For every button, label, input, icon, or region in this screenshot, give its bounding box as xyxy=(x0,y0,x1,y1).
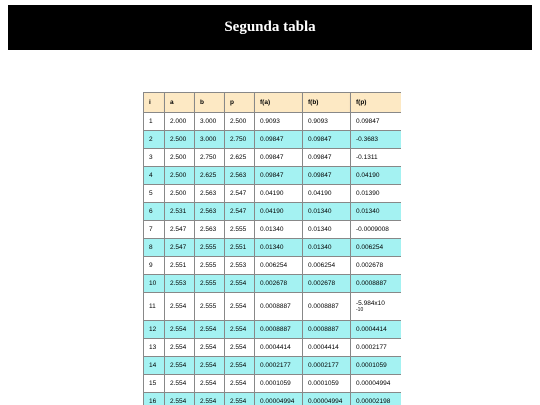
table-cell xyxy=(144,131,165,149)
table-cell xyxy=(225,221,255,239)
table-row xyxy=(144,393,402,405)
cell-value: 2.531 xyxy=(170,208,187,215)
cell-value: 0.04190 xyxy=(260,208,284,215)
table-cell xyxy=(255,321,303,339)
cell-value: 0.04190 xyxy=(308,190,332,197)
data-table xyxy=(143,92,401,405)
table-cell xyxy=(255,131,303,149)
table-cell xyxy=(165,131,195,149)
table-row xyxy=(144,113,402,131)
cell-value: 2.500 xyxy=(170,154,187,161)
cell-value: 2.000 xyxy=(170,118,187,125)
table-cell xyxy=(195,221,225,239)
table-cell xyxy=(144,275,165,293)
table-container xyxy=(143,92,401,405)
cell-value: 2.551 xyxy=(230,244,247,251)
cell-value: 2.555 xyxy=(200,303,217,310)
cell-value: 2.547 xyxy=(170,244,187,251)
table-cell xyxy=(303,221,351,239)
cell-value: 2.554 xyxy=(170,326,187,333)
table-cell xyxy=(303,149,351,167)
table-cell xyxy=(144,221,165,239)
table-cell xyxy=(165,293,195,321)
table-cell xyxy=(225,321,255,339)
cell-value: 4 xyxy=(149,172,153,179)
cell-value: 2.547 xyxy=(230,208,247,215)
table-cell xyxy=(225,239,255,257)
cell-value: 2.551 xyxy=(170,262,187,269)
cell-value: 2.553 xyxy=(170,280,187,287)
table-cell xyxy=(351,275,402,293)
table-cell xyxy=(165,221,195,239)
table-cell xyxy=(303,375,351,393)
table-cell xyxy=(195,321,225,339)
cell-value: 11 xyxy=(149,303,156,310)
table-row xyxy=(144,257,402,275)
table-cell xyxy=(165,149,195,167)
table-cell xyxy=(165,257,195,275)
cell-value: -0.0009008 xyxy=(356,226,389,233)
cell-value: 0.0002177 xyxy=(356,344,387,351)
cell-value: 0.0008887 xyxy=(308,326,339,333)
cell-value: 0.00004994 xyxy=(356,380,391,387)
page-header xyxy=(8,5,532,50)
cell-value: 0.01390 xyxy=(356,190,380,197)
table-row xyxy=(144,221,402,239)
cell-value: 3.000 xyxy=(200,136,217,143)
cell-value: 2.547 xyxy=(230,190,247,197)
cell-value: 7 xyxy=(149,226,153,233)
cell-value: 6 xyxy=(149,208,153,215)
table-cell xyxy=(195,239,225,257)
column-header: i xyxy=(144,93,165,113)
cell-value: 15 xyxy=(149,380,157,387)
cell-value: 0.09847 xyxy=(260,136,284,143)
cell-value: 2.625 xyxy=(200,172,217,179)
table-cell xyxy=(195,257,225,275)
table-header-row xyxy=(144,93,402,113)
table-cell xyxy=(255,203,303,221)
table-cell xyxy=(303,167,351,185)
table-cell xyxy=(225,275,255,293)
cell-value: 2.554 xyxy=(230,398,247,405)
table-cell xyxy=(165,321,195,339)
table-cell xyxy=(195,293,225,321)
cell-value: 0.04190 xyxy=(356,172,380,179)
cell-value: 2.500 xyxy=(170,190,187,197)
table-cell xyxy=(255,357,303,375)
table-cell xyxy=(255,257,303,275)
column-header: b xyxy=(195,93,225,113)
cell-value: 9 xyxy=(149,262,153,269)
cell-value: 2.554 xyxy=(170,303,187,310)
table-cell xyxy=(165,203,195,221)
table-row xyxy=(144,375,402,393)
table-cell xyxy=(351,257,402,275)
cell-value: 2.554 xyxy=(230,326,247,333)
cell-value: 0.002678 xyxy=(308,280,336,287)
table-cell xyxy=(225,393,255,405)
table-cell xyxy=(195,357,225,375)
cell-value: 2.554 xyxy=(170,344,187,351)
exponent-value: -10 xyxy=(356,307,364,313)
table-cell xyxy=(351,149,402,167)
cell-value: 2.554 xyxy=(170,380,187,387)
table-cell xyxy=(165,113,195,131)
table-cell xyxy=(225,375,255,393)
cell-value: 0.0004414 xyxy=(308,344,339,351)
cell-value: 0.006254 xyxy=(308,262,336,269)
cell-value: 2.554 xyxy=(230,362,247,369)
table-cell xyxy=(303,321,351,339)
cell-value: 0.01340 xyxy=(308,208,332,215)
table-cell xyxy=(255,375,303,393)
table-row xyxy=(144,239,402,257)
table-row xyxy=(144,339,402,357)
cell-value: 2.554 xyxy=(170,398,187,405)
cell-value: -0.1311 xyxy=(356,154,378,161)
table-cell xyxy=(351,393,402,405)
table-cell xyxy=(303,357,351,375)
table-cell xyxy=(165,239,195,257)
cell-value: 12 xyxy=(149,326,157,333)
table-cell xyxy=(144,393,165,405)
column-header: f(p) xyxy=(351,93,402,113)
table-cell xyxy=(195,167,225,185)
table-cell xyxy=(144,357,165,375)
table-cell xyxy=(351,375,402,393)
cell-value: 0.09847 xyxy=(308,136,332,143)
cell-value: 0.00004994 xyxy=(308,398,343,405)
cell-value: 2.554 xyxy=(200,326,217,333)
cell-value: 13 xyxy=(149,344,157,351)
cell-value: 0.0001059 xyxy=(356,362,387,369)
table-row xyxy=(144,131,402,149)
table-cell xyxy=(351,321,402,339)
table-cell xyxy=(225,339,255,357)
cell-value: 0.0004414 xyxy=(356,326,387,333)
cell-value: 0.09847 xyxy=(308,154,332,161)
cell-value: 2.625 xyxy=(230,154,247,161)
cell-value: 2.563 xyxy=(230,172,247,179)
table-cell xyxy=(225,167,255,185)
table-cell xyxy=(165,275,195,293)
cell-value: -0.3683 xyxy=(356,136,379,143)
column-header: f(b) xyxy=(303,93,351,113)
table-cell xyxy=(195,339,225,357)
cell-value: 2.555 xyxy=(200,244,217,251)
cell-value: 0.006254 xyxy=(356,244,384,251)
cell-value: 2.554 xyxy=(230,303,247,310)
cell-value: 0.0008887 xyxy=(260,326,291,333)
cell-value: 0.00002198 xyxy=(356,398,391,405)
table-cell xyxy=(225,357,255,375)
table-cell xyxy=(144,293,165,321)
column-header: p xyxy=(225,93,255,113)
cell-value: 0.01340 xyxy=(356,208,380,215)
table-row xyxy=(144,149,402,167)
cell-value: 0.9093 xyxy=(260,118,280,125)
table-cell xyxy=(165,375,195,393)
cell-value: 1 xyxy=(149,118,153,125)
cell-value: 0.0001059 xyxy=(260,380,291,387)
table-cell xyxy=(165,357,195,375)
table-cell xyxy=(195,149,225,167)
table-row xyxy=(144,321,402,339)
table-cell xyxy=(165,339,195,357)
cell-value: 2.563 xyxy=(200,226,217,233)
table-cell xyxy=(255,113,303,131)
cell-value: 8 xyxy=(149,244,153,251)
cell-value: 2.555 xyxy=(200,262,217,269)
cell-value: 2.554 xyxy=(200,344,217,351)
table-cell xyxy=(303,131,351,149)
table-row xyxy=(144,185,402,203)
cell-value: 2.554 xyxy=(170,362,187,369)
table-cell xyxy=(303,275,351,293)
cell-value: 0.0008887 xyxy=(308,303,339,310)
cell-value: 2.554 xyxy=(230,280,247,287)
table-cell xyxy=(303,185,351,203)
table-cell xyxy=(255,149,303,167)
table-cell xyxy=(303,113,351,131)
table-cell xyxy=(303,203,351,221)
cell-value: 2.750 xyxy=(230,136,247,143)
cell-value: 2.500 xyxy=(230,118,247,125)
cell-value: 0.002678 xyxy=(260,280,288,287)
table-cell xyxy=(303,293,351,321)
cell-value: 0.01340 xyxy=(308,226,332,233)
cell-value: 0.04190 xyxy=(260,190,284,197)
cell-value: 0.0002177 xyxy=(308,362,339,369)
table-cell xyxy=(255,393,303,405)
table-cell xyxy=(144,321,165,339)
table-cell xyxy=(225,131,255,149)
column-header: f(a) xyxy=(255,93,303,113)
cell-value: 0.0004414 xyxy=(260,344,291,351)
table-cell xyxy=(255,293,303,321)
cell-value: 0.0002177 xyxy=(260,362,291,369)
cell-value: 0.002678 xyxy=(356,262,384,269)
table-cell xyxy=(165,185,195,203)
table-cell xyxy=(165,393,195,405)
table-cell xyxy=(225,113,255,131)
table-cell xyxy=(144,113,165,131)
table-cell xyxy=(303,339,351,357)
cell-value: 0.09847 xyxy=(308,172,332,179)
cell-value: 0.9093 xyxy=(308,118,328,125)
cell-value: 5 xyxy=(149,190,153,197)
cell-value: 14 xyxy=(149,362,157,369)
table-cell xyxy=(144,375,165,393)
table-cell xyxy=(225,257,255,275)
table-cell xyxy=(195,393,225,405)
table-row xyxy=(144,275,402,293)
table-cell xyxy=(255,221,303,239)
page-title: Segunda tabla xyxy=(224,19,316,35)
table-cell xyxy=(195,113,225,131)
table-cell xyxy=(351,167,402,185)
cell-value: 2.547 xyxy=(170,226,187,233)
cell-value: 2.563 xyxy=(200,190,217,197)
cell-value: 0.01340 xyxy=(260,226,284,233)
table-body xyxy=(144,113,402,405)
cell-value: 2.500 xyxy=(170,172,187,179)
table-cell xyxy=(225,293,255,321)
cell-value: 0.09847 xyxy=(260,154,284,161)
table-cell xyxy=(351,221,402,239)
cell-value: 0.006254 xyxy=(260,262,288,269)
cell-value: -5.984x10 xyxy=(356,300,385,307)
cell-value: 0.00004994 xyxy=(260,398,295,405)
table-cell xyxy=(144,185,165,203)
table-cell xyxy=(351,239,402,257)
table-cell xyxy=(351,203,402,221)
cell-value: 2.554 xyxy=(200,398,217,405)
table-cell xyxy=(351,185,402,203)
table-cell xyxy=(144,167,165,185)
table-cell xyxy=(255,275,303,293)
cell-value: 2.553 xyxy=(230,262,247,269)
table-cell xyxy=(255,185,303,203)
table-cell xyxy=(351,339,402,357)
table-row xyxy=(144,167,402,185)
table-cell xyxy=(165,167,195,185)
cell-value: 0.01340 xyxy=(260,244,284,251)
table-cell xyxy=(255,239,303,257)
table-cell xyxy=(144,257,165,275)
cell-value: 2.554 xyxy=(230,344,247,351)
table-cell xyxy=(195,275,225,293)
table-cell xyxy=(144,203,165,221)
table-cell xyxy=(195,131,225,149)
cell-value: 0.0008887 xyxy=(356,280,387,287)
cell-value: 0.0001059 xyxy=(308,380,339,387)
cell-value: 0.01340 xyxy=(308,244,332,251)
cell-value: 3.000 xyxy=(200,118,217,125)
table-cell xyxy=(144,149,165,167)
table-cell xyxy=(195,375,225,393)
table-cell xyxy=(303,257,351,275)
table-cell xyxy=(144,339,165,357)
table-cell xyxy=(303,239,351,257)
table-cell xyxy=(225,185,255,203)
cell-value: 2.555 xyxy=(230,226,247,233)
table-cell xyxy=(351,131,402,149)
cell-value: 0.09847 xyxy=(260,172,284,179)
table-cell xyxy=(351,293,402,321)
table-cell xyxy=(303,393,351,405)
table-cell xyxy=(195,203,225,221)
column-header: a xyxy=(165,93,195,113)
cell-value: 3 xyxy=(149,154,153,161)
table-cell xyxy=(255,339,303,357)
cell-value: 2.500 xyxy=(170,136,187,143)
table-cell xyxy=(144,239,165,257)
cell-value: 0.0008887 xyxy=(260,303,291,310)
cell-value: 2 xyxy=(149,136,153,143)
cell-value: 2.554 xyxy=(200,380,217,387)
table-row xyxy=(144,203,402,221)
table-cell xyxy=(255,167,303,185)
table-row xyxy=(144,293,402,321)
table-cell xyxy=(195,185,225,203)
cell-value: 16 xyxy=(149,398,157,405)
table-row xyxy=(144,357,402,375)
table-cell xyxy=(351,113,402,131)
cell-value: 2.555 xyxy=(200,280,217,287)
table-cell xyxy=(225,203,255,221)
table-cell xyxy=(351,357,402,375)
table-cell xyxy=(225,149,255,167)
cell-value: 2.554 xyxy=(230,380,247,387)
cell-value: 0.09847 xyxy=(356,118,380,125)
cell-value: 2.563 xyxy=(200,208,217,215)
cell-value: 2.750 xyxy=(200,154,217,161)
cell-value: 10 xyxy=(149,280,157,287)
cell-value: 2.554 xyxy=(200,362,217,369)
